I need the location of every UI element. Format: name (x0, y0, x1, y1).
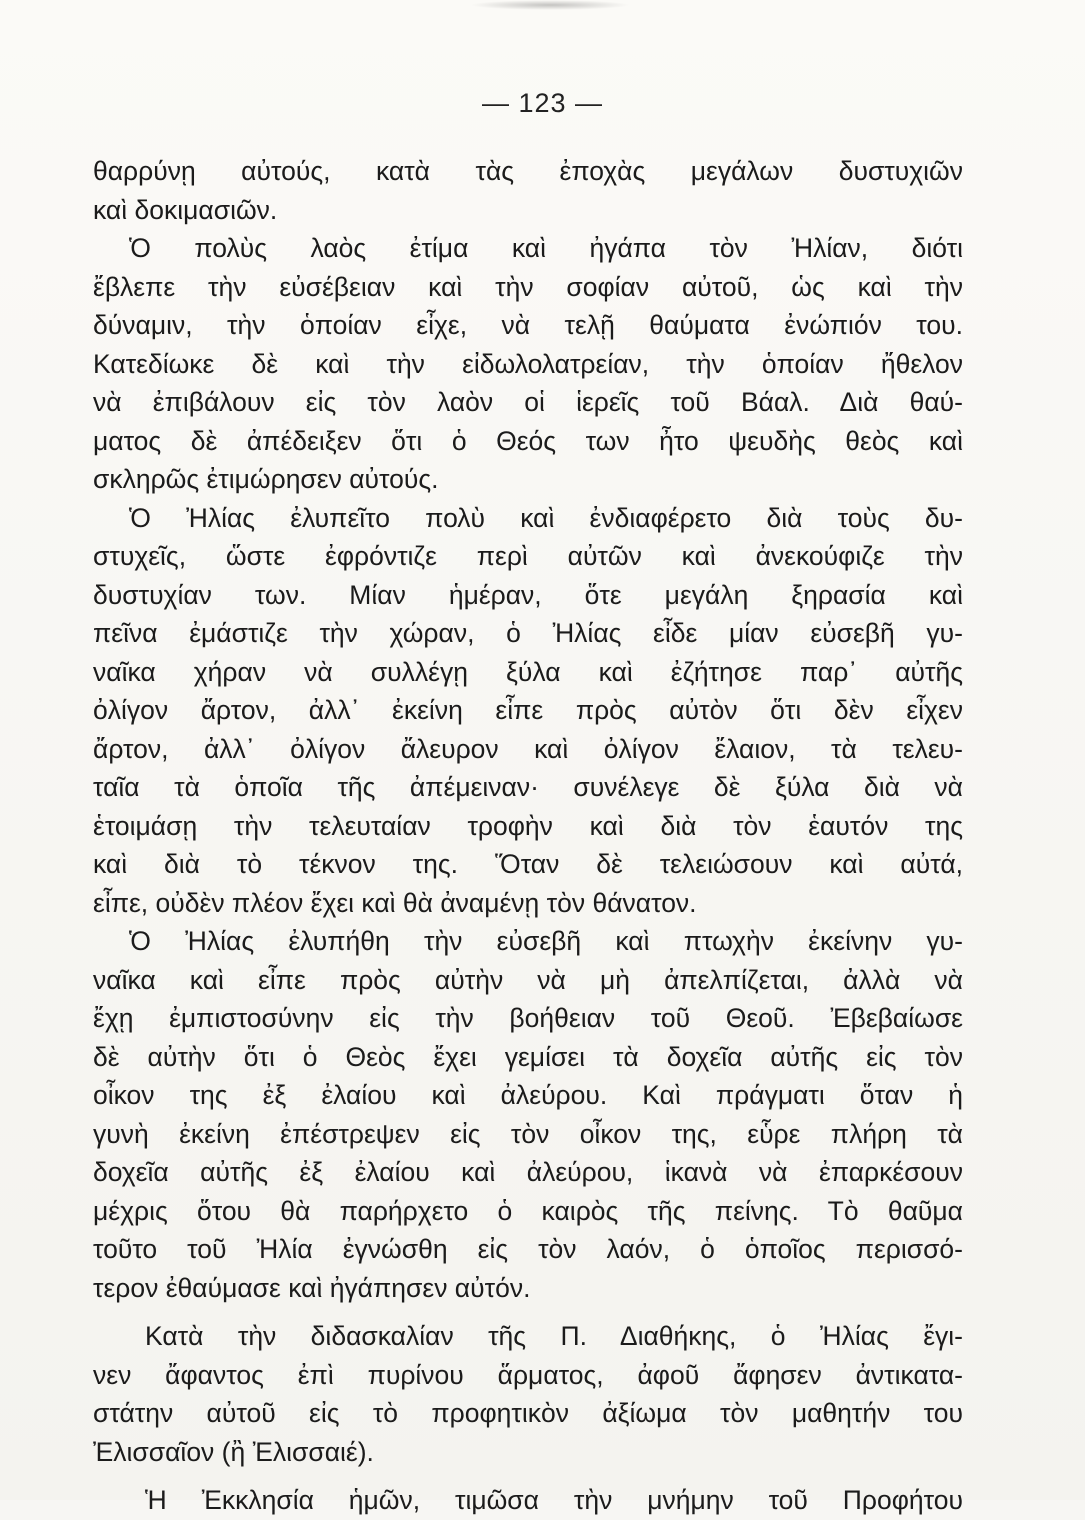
text-line: θαρρύνῃ αὐτούς, κατὰ τὰς ἐποχὰς μεγάλων δυστυχιῶν (93, 156, 963, 186)
text-line: Ἐλισσαῖον (ἢ Ἐλισσαιέ). (93, 1436, 374, 1467)
text-line: δοχεῖα αὐτῆς ἐξ ἐλαίου καὶ ἀλεύρου, ἱκανὰ νὰ ἐπαρκέσουν (93, 1157, 963, 1187)
text-line: ἄρτον, ἀλλ᾿ ὀλίγον ἄλευρον καὶ ὀλίγον ἔλαιον, τὰ τελευ- (93, 733, 963, 764)
text-line: Κατὰ τὴν διδασκαλίαν τῆς Π. Διαθήκης, ὁ Ἠλίας ἔγι- (145, 1321, 963, 1351)
text-line: καὶ δοκιμασιῶν. (93, 194, 278, 225)
text-line: στάτην αὐτοῦ εἰς τὸ προφητικὸν ἀξίωμα τὸν μαθητήν του (93, 1398, 963, 1428)
text-line: Ἡ Ἐκκλησία ἡμῶν, τιμῶσα τὴν μνήμην τοῦ Προφήτου (145, 1485, 963, 1515)
text-line: ἔβλεπε τὴν εὐσέβειαν καὶ τὴν σοφίαν αὐτοῦ, ὡς καὶ τὴν (93, 271, 963, 302)
text-line: νὰ ἐπιβάλουν εἰς τὸν λαὸν οἱ ἱερεῖς τοῦ Βάαλ. Διὰ θαύ- (93, 387, 963, 417)
text-line: ἑτοιμάσῃ τὴν τελευταίαν τροφὴν καὶ διὰ τὸν ἑαυτόν της (93, 810, 963, 841)
text-line: τοῦτο τοῦ Ἠλία ἐγνώσθη εἰς τὸν λαόν, ὁ ὁποῖος περισσό- (93, 1234, 963, 1264)
scan-shadow (470, 0, 630, 10)
text-line: μέχρις ὅτου θὰ παρήρχετο ὁ καιρὸς τῆς πείνης. Τὸ θαῦμα (93, 1195, 963, 1226)
text-line: σκληρῶς ἐτιμώρησεν αὐτούς. (93, 464, 439, 494)
text-line: καὶ διὰ τὸ τέκνον της. Ὅταν δὲ τελειώσουν καὶ αὐτά, (93, 849, 963, 879)
text-line: ταῖα τὰ ὁποῖα τῆς ἀπέμειναν· συνέλεγε δὲ ξύλα διὰ νὰ (93, 772, 963, 802)
text-line: ναῖκα χήραν νὰ συλλέγῃ ξύλα καὶ ἐζήτησε παρ᾿ αὐτῆς (93, 656, 963, 687)
text-line: πεῖνα ἐμάστιζε τὴν χώραν, ὁ Ἠλίας εἶδε μίαν εὐσεβῆ γυ- (93, 618, 963, 648)
text-line: Κατεδίωκε δὲ καὶ τὴν εἰδωλολατρείαν, τὴν ὁποίαν ἤθελον (93, 348, 963, 379)
text-line: ἔχῃ ἐμπιστοσύνην εἰς τὴν βοήθειαν τοῦ Θεοῦ. Ἐβεβαίωσε (93, 1003, 963, 1033)
text-line: δυστυχίαν των. Μίαν ἡμέραν, ὅτε μεγάλη ξηρασία καὶ (93, 579, 963, 610)
text-line: δύναμιν, τὴν ὁποίαν εἶχε, νὰ τελῇ θαύματα ἐνώπιόν του. (93, 310, 963, 340)
body-text (93, 152, 963, 1520)
text-line: εἶπε, οὐδὲν πλέον ἔχει καὶ θὰ ἀναμένῃ τὸν θάνατον. (93, 887, 697, 918)
text-line: στυχεῖς, ὥστε ἐφρόντιζε περὶ αὐτῶν καὶ ἀνεκούφιζε τὴν (93, 541, 963, 571)
page-number: — 123 — (481, 88, 604, 118)
text-line: ὀλίγον ἄρτον, ἀλλ᾿ ἐκείνη εἶπε πρὸς αὐτὸν ὅτι δὲν εἶχεν (93, 695, 963, 725)
text-line: ματος δὲ ἀπέδειξεν ὅτι ὁ Θεός των ἦτο ψευδὴς θεὸς καὶ (93, 425, 963, 456)
text-line: οἶκον της ἐξ ἐλαίου καὶ ἀλεύρου. Καὶ πράγματι ὅταν ἡ (93, 1080, 963, 1110)
text-line: Ὁ Ἠλίας ἐλυπεῖτο πολὺ καὶ ἐνδιαφέρετο διὰ τοὺς δυ- (129, 502, 963, 533)
text-line: γυνὴ ἐκείνη ἐπέστρεψεν εἰς τὸν οἶκον της, εὗρε πλήρη τὰ (93, 1118, 963, 1149)
text-line: νεν ἄφαντος ἐπὶ πυρίνου ἅρματος, ἀφοῦ ἄφησεν ἀντικατα- (93, 1359, 963, 1390)
text-line: δὲ αὐτὴν ὅτι ὁ Θεὸς ἔχει γεμίσει τὰ δοχεῖα αὐτῆς εἰς τὸν (93, 1041, 963, 1072)
text-line: Ὁ πολὺς λαὸς ἐτίμα καὶ ἠγάπα τὸν Ἠλίαν, διότι (129, 233, 963, 263)
text-line: Ὁ Ἠλίας ἐλυπήθη τὴν εὐσεβῆ καὶ πτωχὴν ἐκείνην γυ- (129, 926, 963, 956)
text-line: ναῖκα καὶ εἶπε πρὸς αὐτὴν νὰ μὴ ἀπελπίζεται, ἀλλὰ νὰ (93, 964, 963, 995)
text-line: τερον ἐθαύμασε καὶ ἠγάπησεν αὐτόν. (93, 1272, 531, 1303)
